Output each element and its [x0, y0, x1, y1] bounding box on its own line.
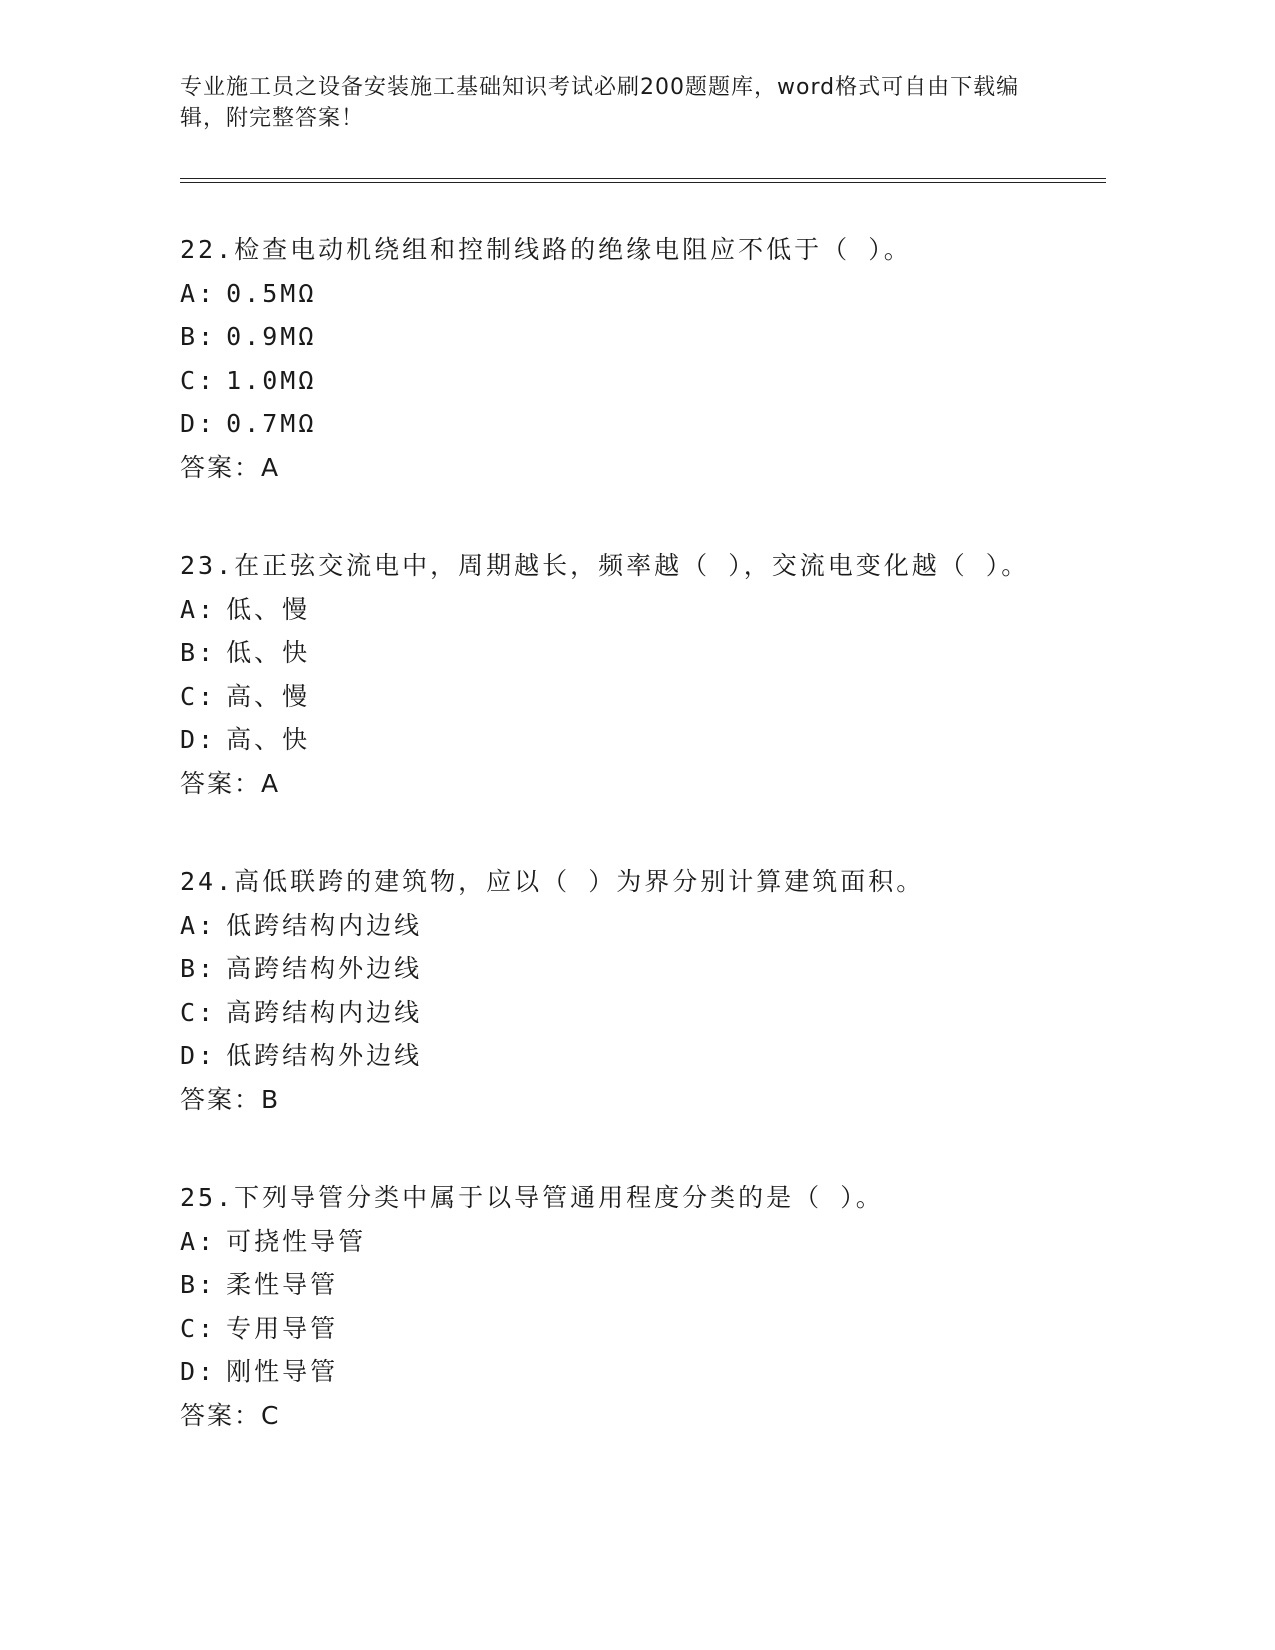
option-key: A: [180, 910, 217, 940]
option-text: 刚性导管 [226, 1357, 339, 1386]
question-24 [180, 860, 1110, 1121]
option-key: A: [180, 278, 217, 308]
question-22 [180, 228, 1110, 489]
option-a [180, 904, 1110, 948]
option-key: D: [180, 409, 217, 438]
option-text: 高、快 [226, 725, 311, 754]
question-stem: 22.检查电动机绕组和控制线路的绝缘电阻应不低于（ ）。 [180, 235, 912, 264]
question-23 [180, 544, 1110, 805]
document-header: 专业施工员之设备安装施工基础知识考试必刷200题题库，word格式可自由下载编辑，附完整答案！ [180, 75, 1020, 131]
option-text: 低跨结构内边线 [226, 910, 423, 940]
question-stem: 23.在正弦交流电中，周期越长，频率越（ ），交流电变化越（ ）。 [180, 551, 1030, 580]
option-key: B: [180, 322, 217, 351]
answer: 答案：A [180, 452, 281, 482]
option-b [180, 315, 1110, 359]
option-text: 低、快 [226, 638, 311, 667]
option-b [180, 1263, 1110, 1307]
option-b [180, 631, 1110, 675]
option-text: 高、慢 [226, 681, 311, 711]
option-key: D: [180, 725, 217, 754]
option-key: D: [180, 1041, 217, 1070]
answer: 答案：C [180, 1400, 281, 1430]
option-key: A: [180, 594, 217, 624]
option-text: 低跨结构外边线 [226, 1041, 423, 1070]
option-b [180, 947, 1110, 991]
option-text: 高跨结构内边线 [226, 997, 423, 1027]
question-stem: 25.下列导管分类中属于以导管通用程度分类的是（ ）。 [180, 1183, 884, 1212]
option-a [180, 588, 1110, 632]
option-text: 0.7MΩ [226, 409, 317, 438]
option-text: 高跨结构外边线 [226, 954, 423, 983]
option-key: A: [180, 1226, 217, 1256]
header-double-rule [180, 178, 1106, 183]
option-key: C: [180, 365, 217, 395]
option-d [180, 1034, 1110, 1078]
option-key: D: [180, 1357, 217, 1386]
option-d [180, 1350, 1110, 1394]
option-text: 可挠性导管 [226, 1226, 367, 1256]
option-a [180, 272, 1110, 316]
option-a [180, 1220, 1110, 1264]
answer: 答案：B [180, 1084, 281, 1114]
option-c [180, 359, 1110, 403]
option-key: B: [180, 1270, 217, 1299]
question-stem: 24.高低联跨的建筑物，应以（ ）为界分别计算建筑面积。 [180, 867, 925, 896]
option-c [180, 1307, 1110, 1351]
option-key: C: [180, 1313, 217, 1343]
option-key: C: [180, 997, 217, 1027]
option-text: 低、慢 [226, 594, 311, 624]
question-25 [180, 1176, 1110, 1437]
option-d [180, 402, 1110, 446]
option-c [180, 675, 1110, 719]
option-key: B: [180, 638, 217, 667]
option-text: 0.9MΩ [226, 322, 317, 351]
answer: 答案：A [180, 768, 281, 798]
question-list [180, 228, 1110, 1492]
option-key: C: [180, 681, 217, 711]
option-c [180, 991, 1110, 1035]
option-key: B: [180, 954, 217, 983]
option-text: 1.0MΩ [226, 365, 317, 395]
option-text: 柔性导管 [226, 1270, 339, 1299]
option-text: 专用导管 [226, 1313, 339, 1343]
option-d [180, 718, 1110, 762]
option-text: 0.5MΩ [226, 278, 317, 308]
